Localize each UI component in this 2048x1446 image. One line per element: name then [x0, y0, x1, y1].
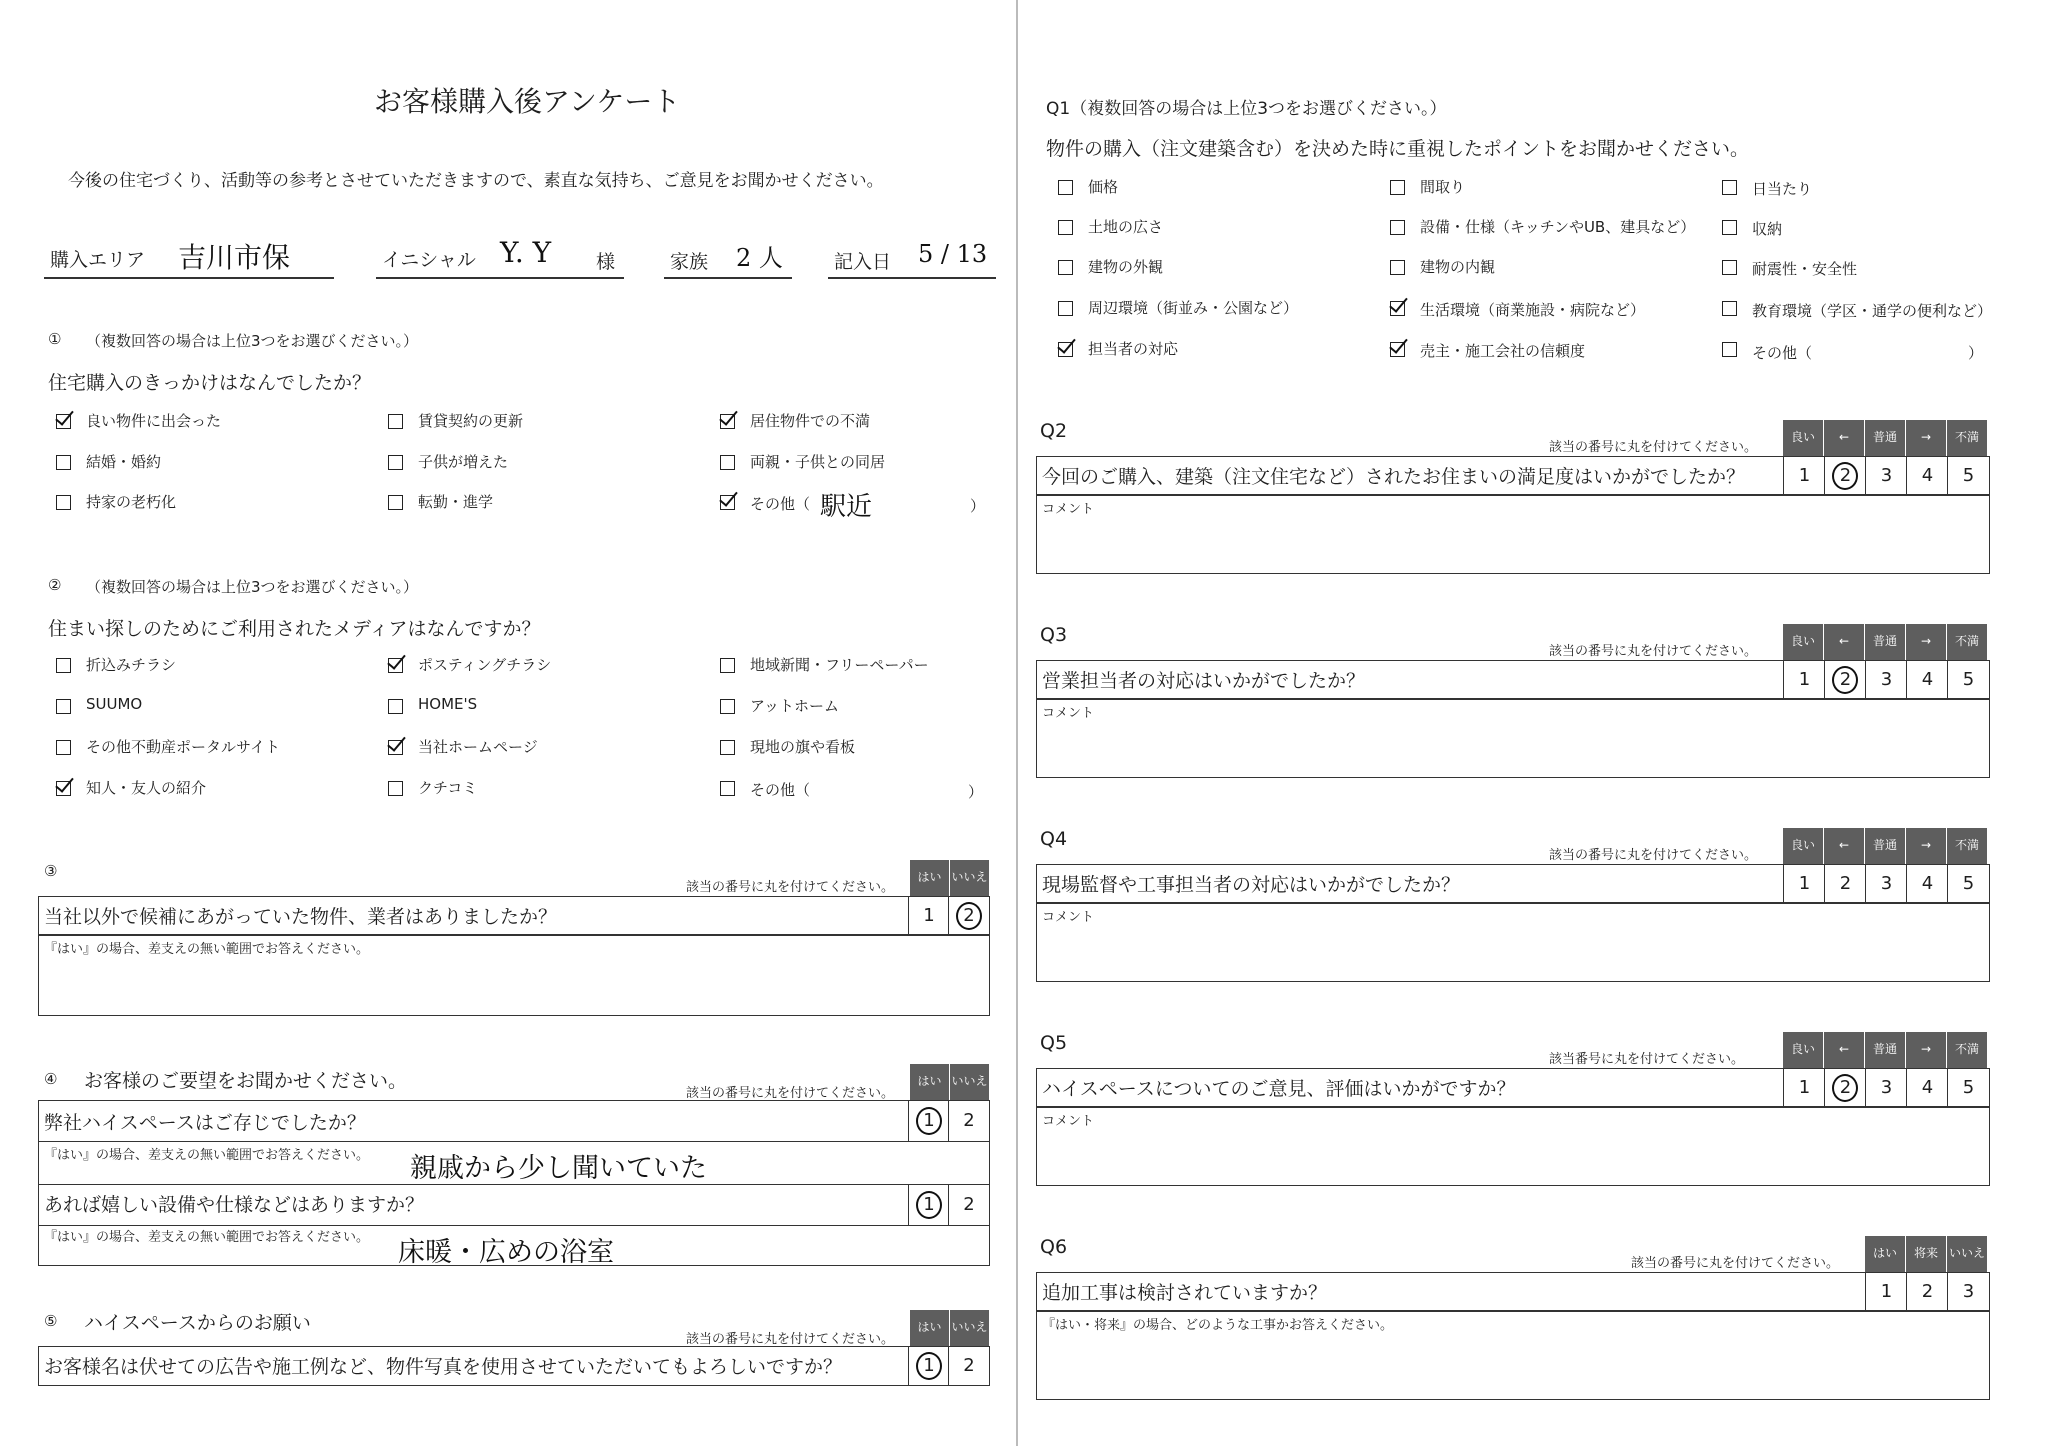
answer-header: 不満 [1947, 624, 1988, 660]
answer-header: いいえ [950, 1064, 990, 1100]
option-label: 担当者の対応 [1088, 340, 1179, 358]
checkbox[interactable] [56, 414, 71, 429]
Q1-question: 物件の購入（注文建築含む）を決めた時に重視したポイントをお聞かせください。 [1046, 138, 1750, 160]
other-close-paren: ） [1968, 344, 1984, 362]
checkbox[interactable] [720, 414, 735, 429]
checkbox[interactable] [56, 740, 71, 755]
answer-header: 普通 [1865, 420, 1906, 456]
option-label: 教育環境（学区・通学の便利など） [1752, 302, 1993, 320]
option-label: 持家の老朽化 [86, 493, 177, 511]
answer-header: いいえ [950, 860, 990, 896]
date-handwritten[interactable]: 5 / 13 [918, 240, 988, 268]
checkbox[interactable] [1390, 260, 1405, 275]
selected-answer-circle [1832, 666, 1858, 694]
section-3-instruction: 該当の番号に丸を付けてください。 [686, 880, 895, 895]
option-label: 折込みチラシ [86, 656, 177, 674]
answer-header: ← [1824, 828, 1865, 864]
answer-option-4[interactable]: 4 [1906, 456, 1949, 496]
checkbox[interactable] [1722, 301, 1737, 316]
answer-header: ← [1824, 1032, 1865, 1068]
option-label: HOME'S [418, 695, 478, 713]
answer-option-1[interactable]: 1 [908, 896, 950, 936]
answer-header: はい [910, 860, 950, 896]
checkbox[interactable] [56, 699, 71, 714]
checkbox[interactable] [720, 699, 735, 714]
section-4b-note: 『はい』の場合、差支えの無い範囲でお答えください。 [44, 1230, 370, 1245]
section-1-note: （複数回答の場合は上位3つをお選びください。） [86, 332, 419, 350]
Q5-question: ハイスペースについてのご意見、評価はいかがですか？ [1042, 1078, 1516, 1100]
answer-option-3[interactable]: 3 [1947, 1272, 1990, 1312]
Q2-instruction: 該当の番号に丸を付けてください。 [1549, 440, 1758, 455]
section-5-title: ハイスペースからのお願い [84, 1312, 311, 1334]
answer-header: 不満 [1947, 420, 1988, 456]
option-label: 転勤・進学 [418, 493, 494, 511]
survey-title: お客様購入後アンケート [374, 85, 681, 118]
checkbox[interactable] [1058, 180, 1073, 195]
checkbox[interactable] [1390, 180, 1405, 195]
section-2-num: ② [48, 576, 62, 594]
option-label: 収納 [1752, 220, 1783, 238]
answer-option-1[interactable]: 1 [1783, 456, 1826, 496]
option-label: その他（ [1752, 344, 1813, 362]
option-label: 耐震性・安全性 [1752, 260, 1858, 278]
initial-handwritten[interactable]: Y. Y [500, 236, 552, 269]
Q3-question: 営業担当者の対応はいかがでしたか？ [1042, 670, 1366, 692]
section-3-question: 当社以外で候補にあがっていた物件、業者はありましたか？ [44, 906, 558, 928]
comment-label: コメント [1042, 910, 1095, 925]
Q1-title: Q1（複数回答の場合は上位3つをお選びください。） [1046, 99, 1447, 119]
option-label: アットホーム [750, 697, 839, 715]
Q6-label: Q6 [1040, 1236, 1068, 1258]
checkbox[interactable] [388, 699, 403, 714]
option-label: 建物の外観 [1088, 258, 1164, 276]
answer-header: いいえ [1947, 1236, 1988, 1272]
answer-option-1[interactable]: 1 [1865, 1272, 1908, 1312]
Q5-instruction: 該当番号に丸を付けてください。 [1549, 1052, 1745, 1067]
option-label: 両親・子供との同居 [750, 453, 886, 471]
answer-header: → [1906, 420, 1947, 456]
answer-option-2[interactable]: 2 [1824, 1068, 1867, 1108]
other-handwritten[interactable]: 駅近 [820, 492, 873, 522]
option-label: SUUMO [86, 695, 143, 713]
answer-option-2[interactable]: 2 [948, 1346, 990, 1386]
section-2-question: 住まい探しのためにご利用されたメディアはなんですか？ [48, 618, 541, 640]
section-1-question: 住宅購入のきっかけはなんでしたか？ [48, 372, 372, 394]
option-label: 居住物件での不満 [750, 412, 871, 430]
family-handwritten[interactable]: 2 人 [736, 244, 783, 272]
family-label: 家族 [670, 251, 709, 273]
sama-label: 様 [596, 251, 616, 273]
area-handwritten[interactable]: 吉川市保 [178, 241, 291, 274]
comment-box[interactable] [1036, 698, 1990, 778]
answer-header: ← [1824, 624, 1865, 660]
option-label: 日当たり [1752, 180, 1813, 198]
option-label: 土地の広さ [1088, 218, 1164, 236]
answer-header: 良い [1783, 1032, 1824, 1068]
checkbox[interactable] [1390, 342, 1405, 357]
option-label: 知人・友人の紹介 [86, 779, 207, 797]
answer-header: 良い [1783, 420, 1824, 456]
section-4a-handwritten[interactable]: 親戚から少し聞いていた [410, 1153, 707, 1184]
comment-label: コメント [1042, 1114, 1095, 1129]
answer-header: 不満 [1947, 1032, 1988, 1068]
answer-option-2[interactable]: 2 [1824, 660, 1867, 700]
other-close-paren: ） [970, 497, 986, 515]
option-label: 当社ホームページ [418, 738, 538, 756]
answer-option-4[interactable]: 4 [1906, 864, 1949, 904]
section-4b-question: あれば嬉しい設備や仕様などはありますか？ [44, 1194, 425, 1216]
section-4a-note: 『はい』の場合、差支えの無い範囲でお答えください。 [44, 1148, 370, 1163]
option-label: 設備・仕様（キッチンやUB、建具など） [1420, 218, 1696, 236]
Q6-instruction: 該当の番号に丸を付けてください。 [1631, 1256, 1840, 1271]
comment-box[interactable] [1036, 1106, 1990, 1186]
checkbox[interactable] [720, 781, 735, 796]
option-label: 建物の内観 [1420, 258, 1496, 276]
answer-option-3[interactable]: 3 [1865, 864, 1908, 904]
option-label: 子供が増えた [418, 453, 509, 471]
answer-option-3[interactable]: 3 [1865, 660, 1908, 700]
section-4-title: お客様のご要望をお聞かせください。 [84, 1070, 408, 1092]
checkbox[interactable] [56, 658, 71, 673]
Q4-question: 現場監督や工事担当者の対応はいかがでしたか？ [1042, 874, 1461, 896]
option-label: 周辺環境（街並み・公園など） [1088, 299, 1299, 317]
Q2-question: 今回のご購入、建築（注文住宅など）されたお住まいの満足度はいかがでしたか？ [1042, 466, 1746, 488]
checkbox[interactable] [1058, 342, 1073, 357]
section-3-note: 『はい』の場合、差支えの無い範囲でお答えください。 [44, 942, 370, 957]
comment-box[interactable] [1036, 494, 1990, 574]
section-1-num: ① [48, 330, 62, 348]
answer-header: 良い [1783, 828, 1824, 864]
Q3-label: Q3 [1040, 624, 1068, 646]
option-label: 価格 [1088, 178, 1119, 196]
answer-option-2[interactable]: 2 [1906, 1272, 1949, 1312]
option-label: その他（ [750, 495, 811, 513]
page-divider [1016, 0, 1018, 1446]
checkbox[interactable] [388, 740, 403, 755]
intro-text: 今後の住宅づくり、活動等の参考とさせていただきますので、素直な気持ち、ご意見をお聞かせください。 [68, 171, 884, 191]
answer-option-2[interactable]: 2 [1824, 864, 1867, 904]
Q3-instruction: 該当の番号に丸を付けてください。 [1549, 644, 1758, 659]
checkbox[interactable] [56, 495, 71, 510]
answer-header: はい [910, 1310, 950, 1346]
option-label: 地域新聞・フリーペーパー [750, 656, 929, 674]
answer-option-1[interactable]: 1 [908, 1100, 950, 1142]
answer-option-3[interactable]: 3 [1865, 1068, 1908, 1108]
answer-option-4[interactable]: 4 [1906, 660, 1949, 700]
option-label: 生活環境（商業施設・病院など） [1420, 301, 1646, 319]
checkbox[interactable] [1058, 260, 1073, 275]
answer-header: 普通 [1865, 828, 1906, 864]
area-label: 購入エリア [50, 249, 146, 271]
checkbox[interactable] [56, 455, 71, 470]
option-label: 売主・施工会社の信頼度 [1420, 342, 1586, 360]
answer-option-1[interactable]: 1 [1783, 660, 1826, 700]
answer-option-1[interactable]: 1 [908, 1346, 950, 1386]
date-label: 記入日 [834, 251, 892, 273]
comment-box[interactable] [1036, 902, 1990, 982]
option-label: 良い物件に出会った [86, 412, 222, 430]
answer-option-2[interactable]: 2 [948, 896, 990, 936]
option-label: その他（ [750, 781, 811, 799]
section-4a-question: 弊社ハイスペースはご存じでしたか？ [44, 1112, 366, 1134]
Q4-instruction: 該当の番号に丸を付けてください。 [1549, 848, 1758, 863]
selected-answer-circle [1832, 462, 1858, 490]
answer-option-1[interactable]: 1 [1783, 864, 1826, 904]
answer-option-2[interactable]: 2 [948, 1184, 990, 1226]
checkbox[interactable] [1722, 260, 1737, 275]
answer-header: はい [910, 1064, 950, 1100]
answer-header: はい [1865, 1236, 1906, 1272]
checkbox[interactable] [388, 414, 403, 429]
checkbox[interactable] [1722, 220, 1737, 235]
answer-header: いいえ [950, 1310, 990, 1346]
checkbox[interactable] [388, 781, 403, 796]
answer-option-3[interactable]: 3 [1865, 456, 1908, 496]
checkbox[interactable] [56, 781, 71, 796]
Q6-note: 『はい・将来』の場合、どのような工事かお答えください。 [1042, 1318, 1394, 1333]
section-3-num: ③ [44, 862, 58, 880]
answer-header: → [1906, 1032, 1947, 1068]
answer-option-2[interactable]: 2 [948, 1100, 990, 1142]
answer-option-5[interactable]: 5 [1947, 1068, 1990, 1108]
option-label: 結婚・婚約 [86, 453, 162, 471]
checkbox[interactable] [1722, 342, 1737, 357]
option-label: 現地の旗や看板 [750, 738, 856, 756]
answer-option-5[interactable]: 5 [1947, 660, 1990, 700]
option-label: その他不動産ポータルサイト [86, 738, 280, 756]
Q6-question: 追加工事は検討されていますか？ [1042, 1282, 1328, 1304]
checkbox[interactable] [1722, 180, 1737, 195]
other-close-paren: ） [968, 783, 984, 801]
initial-label: イニシャル [382, 249, 476, 271]
answer-option-5[interactable]: 5 [1947, 456, 1990, 496]
Q2-label: Q2 [1040, 420, 1068, 442]
section-5-num: ⑤ [44, 1312, 58, 1330]
Q4-label: Q4 [1040, 828, 1068, 850]
answer-header: → [1906, 624, 1947, 660]
section-4-num: ④ [44, 1070, 58, 1088]
checkbox[interactable] [1058, 301, 1073, 316]
answer-option-2[interactable]: 2 [1824, 456, 1867, 496]
answer-header: 普通 [1865, 1032, 1906, 1068]
checkbox[interactable] [720, 740, 735, 755]
section-5-instruction: 該当の番号に丸を付けてください。 [686, 1332, 895, 1347]
checkbox[interactable] [388, 658, 403, 673]
answer-header: → [1906, 828, 1947, 864]
checkbox[interactable] [1390, 301, 1405, 316]
answer-header: 将来 [1906, 1236, 1947, 1272]
option-label: ポスティングチラシ [418, 656, 552, 674]
answer-option-4[interactable]: 4 [1906, 1068, 1949, 1108]
Q5-label: Q5 [1040, 1032, 1068, 1054]
answer-header: 不満 [1947, 828, 1988, 864]
option-label: 賃貸契約の更新 [418, 412, 524, 430]
checkbox[interactable] [720, 455, 735, 470]
section-4-frame [38, 1100, 990, 1266]
checkbox[interactable] [388, 455, 403, 470]
checkbox[interactable] [388, 495, 403, 510]
answer-option-1[interactable]: 1 [1783, 1068, 1826, 1108]
option-label: クチコミ [418, 779, 478, 797]
section-4-instruction: 該当の番号に丸を付けてください。 [686, 1086, 895, 1101]
section-5-question: お客様名は伏せての広告や施工例など、物件写真を使用させていただいてもよろしいですか？ [44, 1356, 843, 1378]
answer-header: 良い [1783, 624, 1824, 660]
comment-label: コメント [1042, 502, 1095, 517]
checkbox[interactable] [1390, 220, 1405, 235]
answer-header: ← [1824, 420, 1865, 456]
answer-option-1[interactable]: 1 [908, 1184, 950, 1226]
selected-answer-circle [956, 902, 982, 930]
selected-answer-circle [1832, 1074, 1858, 1102]
comment-label: コメント [1042, 706, 1095, 721]
option-label: 間取り [1420, 178, 1466, 196]
answer-header: 普通 [1865, 624, 1906, 660]
section-4b-handwritten[interactable]: 床暖・広めの浴室 [398, 1237, 614, 1268]
section-2-note: （複数回答の場合は上位3つをお選びください。） [86, 578, 419, 596]
checkbox[interactable] [720, 495, 735, 510]
selected-answer-circle [916, 1352, 942, 1380]
checkbox[interactable] [720, 658, 735, 673]
answer-option-5[interactable]: 5 [1947, 864, 1990, 904]
checkbox[interactable] [1058, 220, 1073, 235]
